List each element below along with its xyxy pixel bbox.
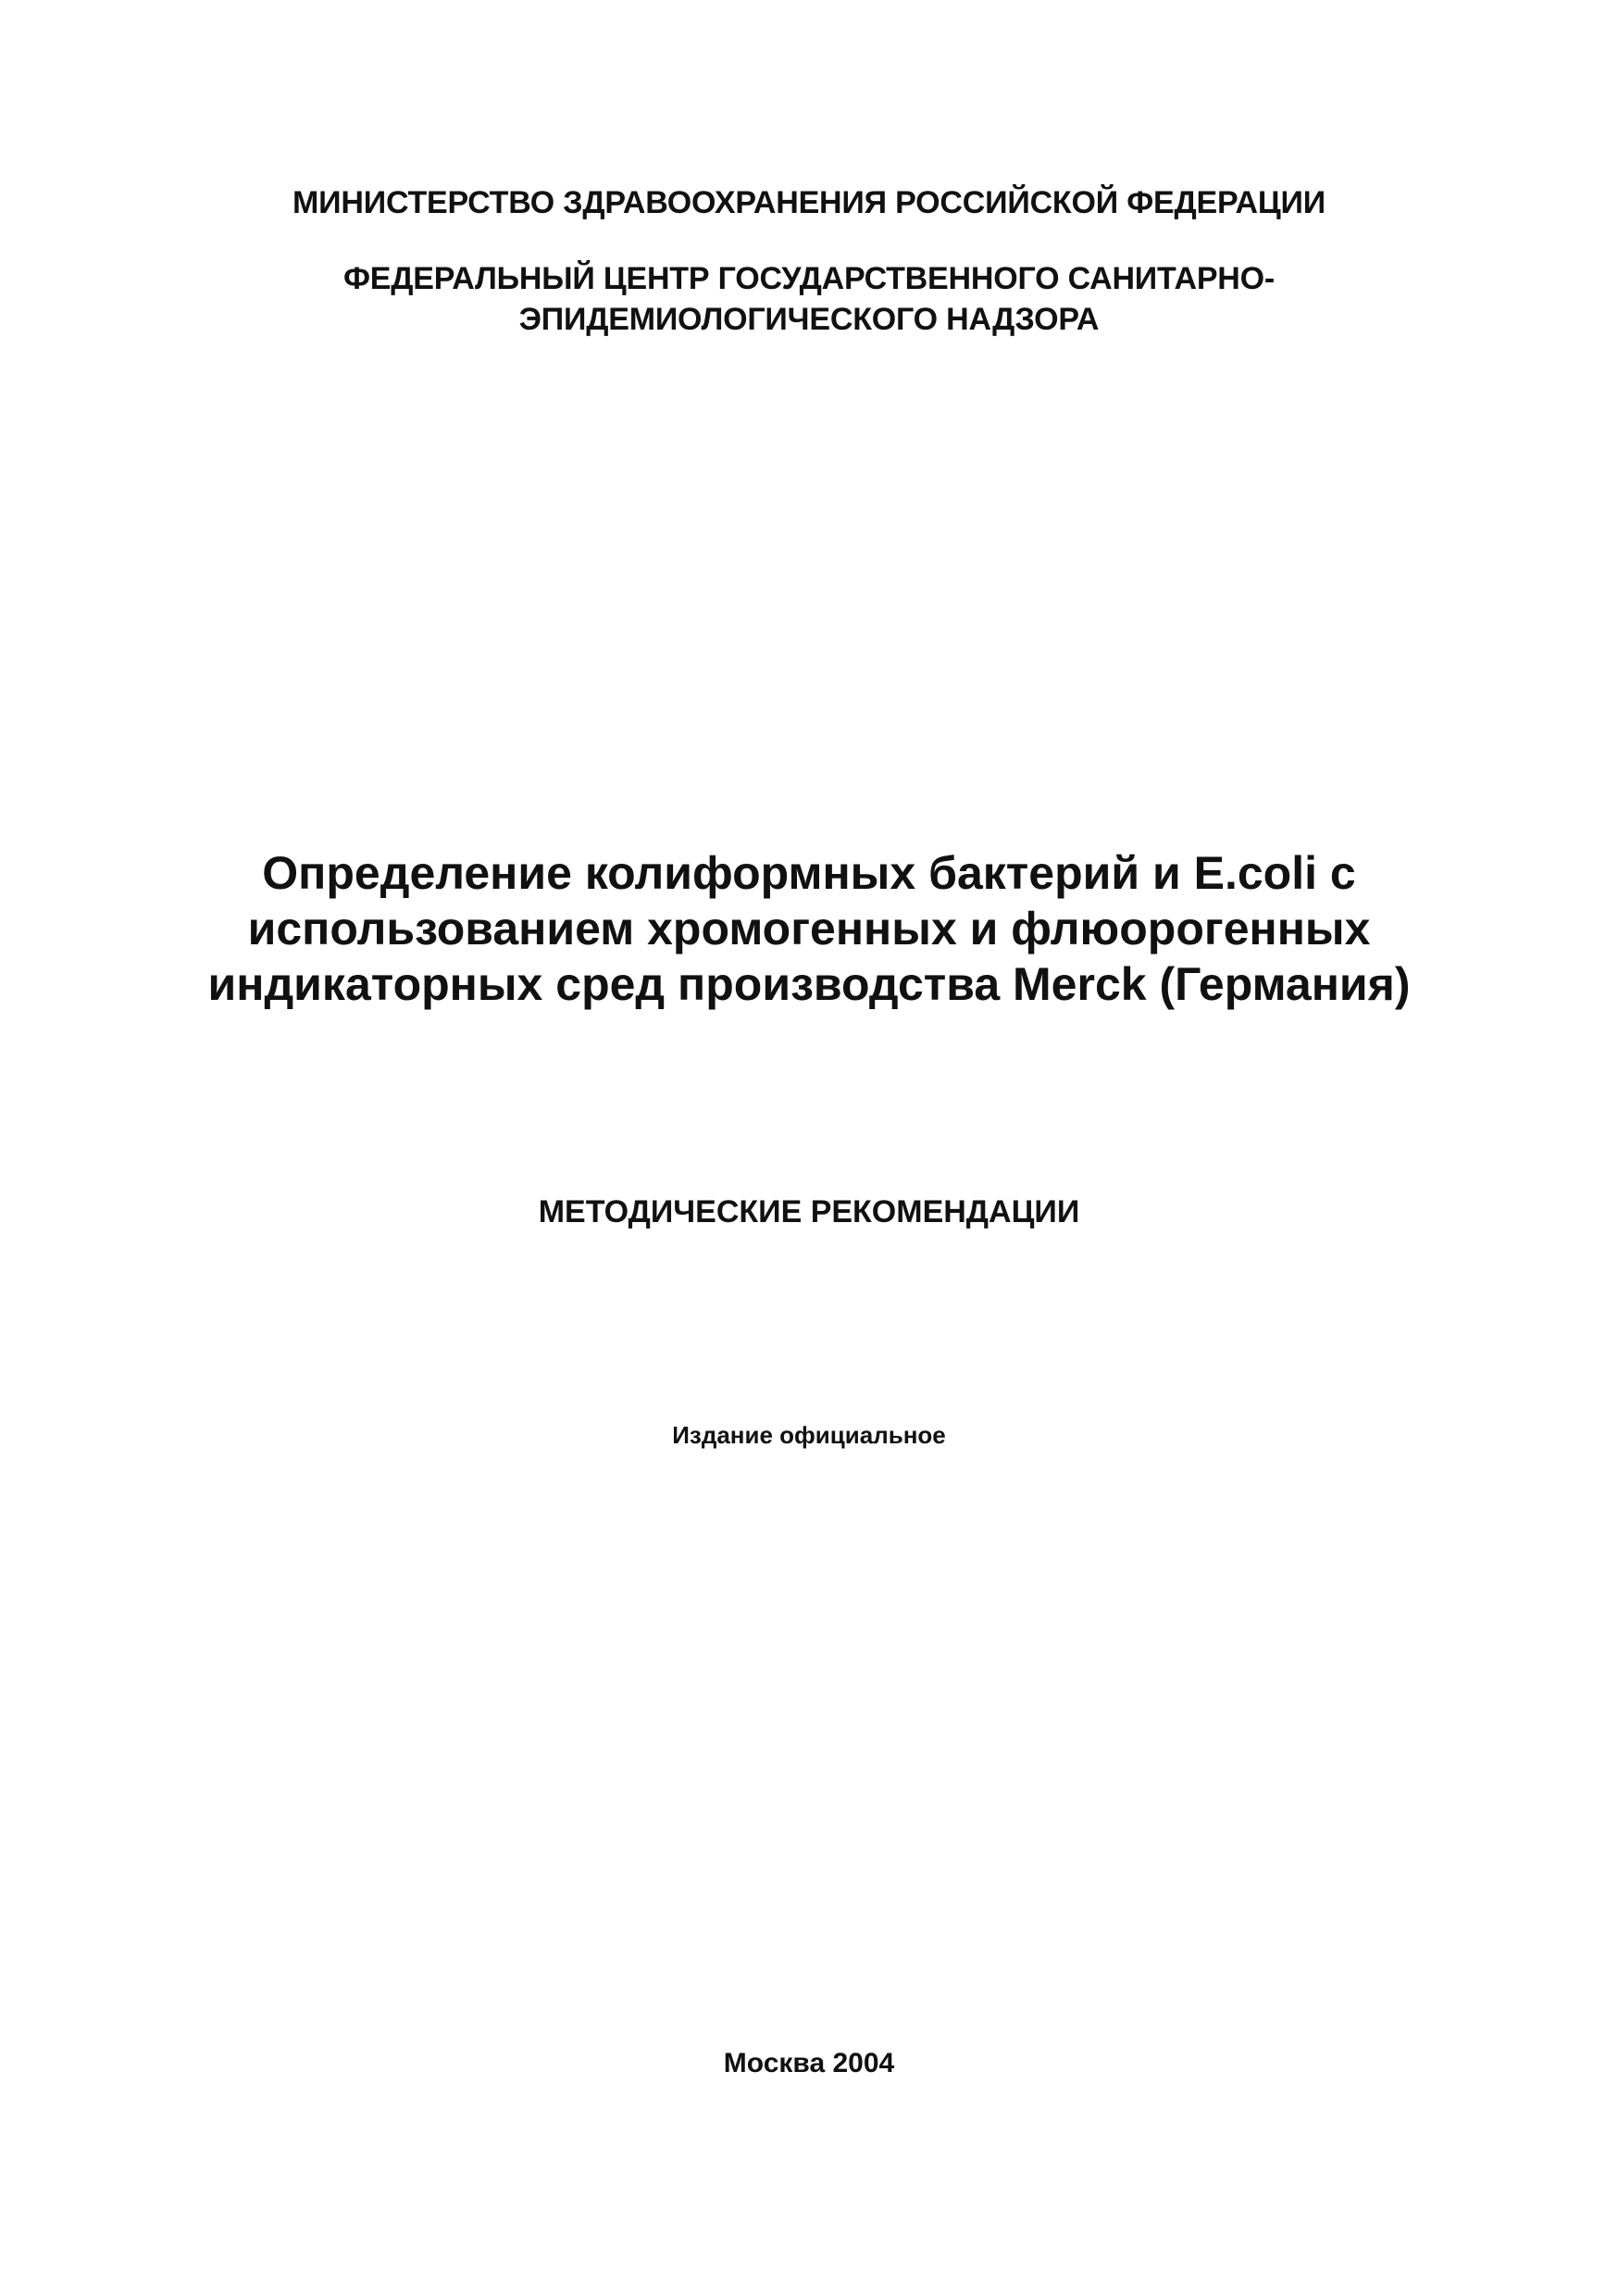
document-title-line-2: использованием хромогенных и флюорогенных — [247, 903, 1371, 955]
document-title-line-1: Определение колиформных бактерий и E.coli с — [262, 847, 1356, 899]
document-type: МЕТОДИЧЕСКИЕ РЕКОМЕНДАЦИИ — [538, 1194, 1080, 1229]
federal-center-name-line-2: ЭПИДЕМИОЛОГИЧЕСКОГО НАДЗОРА — [518, 302, 1100, 337]
document-title-line-3: индикаторных сред производства Merck (Германия) — [207, 958, 1411, 1010]
imprint-place-year: Москва 2004 — [723, 2048, 895, 2078]
edition-note: Издание официальное — [672, 1421, 946, 1449]
federal-center-name-line-1: ФЕДЕРАЛЬНЫЙ ЦЕНТР ГОСУДАРСТВЕННОГО САНИТАРНО- — [342, 261, 1276, 296]
ministry-name: МИНИСТЕРСТВО ЗДРАВООХРАНЕНИЯ РОССИЙСКОЙ ФЕДЕРАЦИИ — [292, 185, 1326, 220]
